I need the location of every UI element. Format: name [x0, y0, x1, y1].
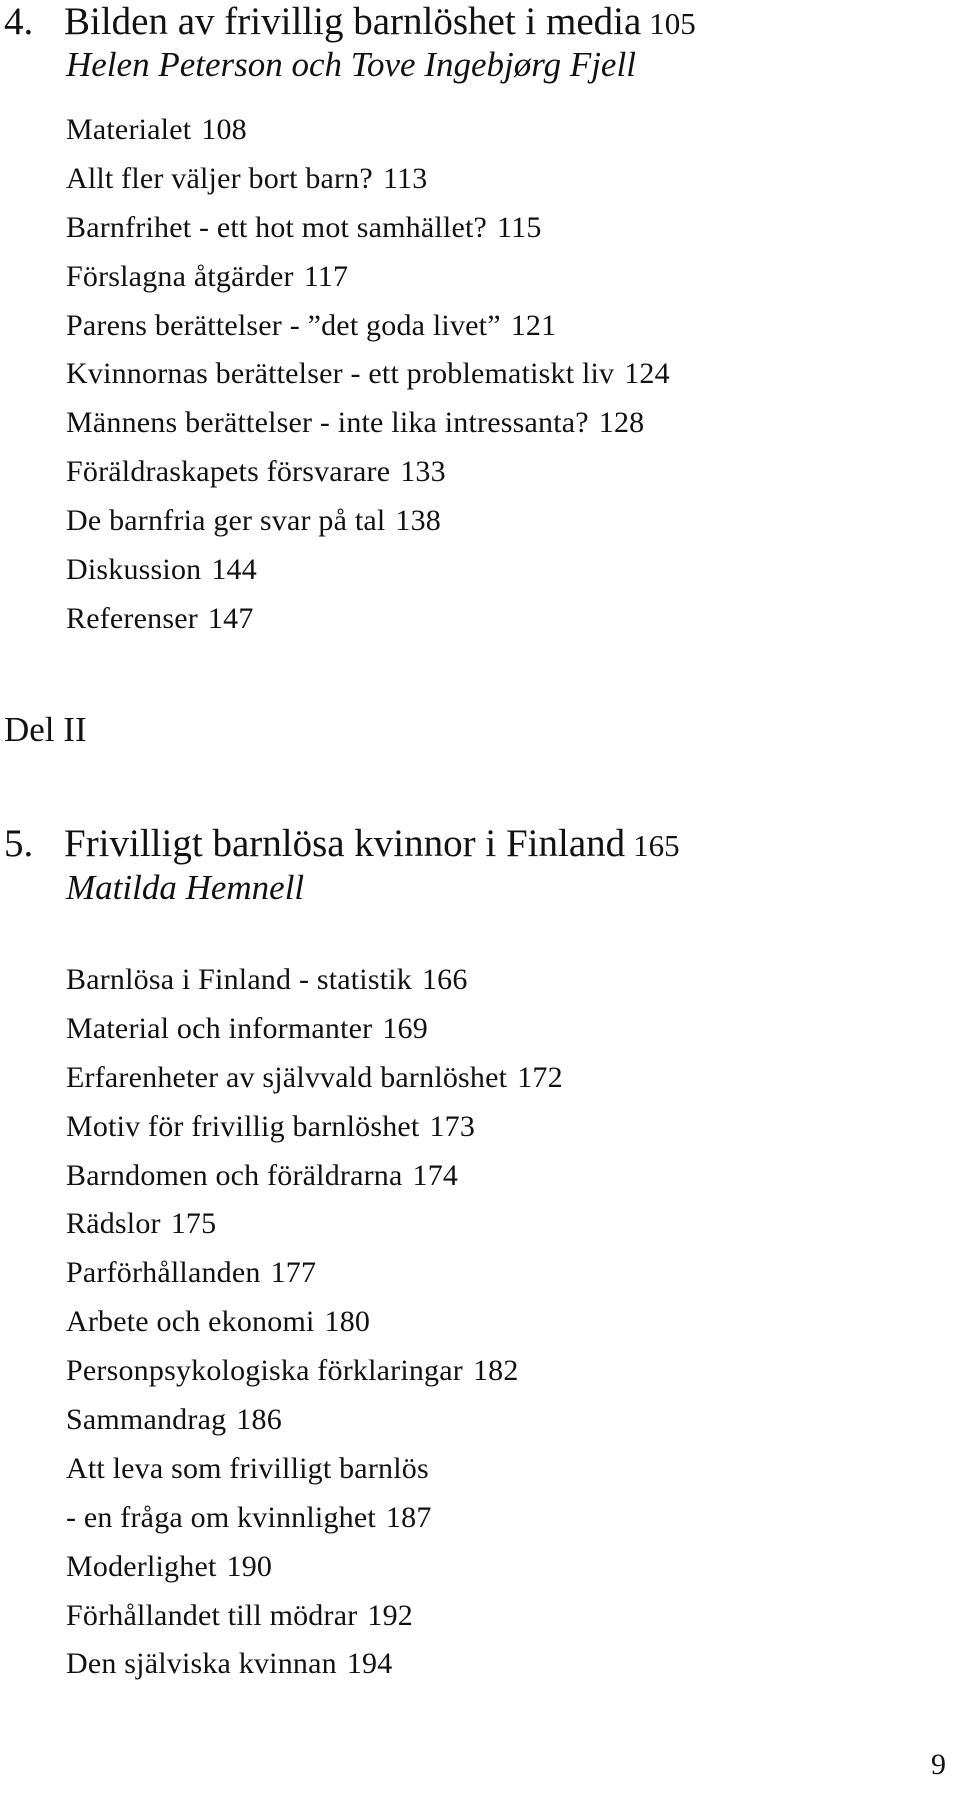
entry-page: 144 — [211, 553, 257, 587]
chapter-4-number: 4. — [4, 0, 34, 43]
toc-entry — [66, 1351, 563, 1400]
toc-entry — [66, 550, 670, 599]
toc-entry — [66, 1058, 563, 1107]
entry-title: Barnfrihet - ett hot mot samhället? — [66, 210, 488, 244]
entry-page: 192 — [367, 1598, 414, 1632]
chapter-4-entries — [66, 110, 670, 648]
entry-page: 115 — [497, 210, 542, 244]
page-number: 9 — [931, 1748, 946, 1781]
toc-entry — [66, 1009, 563, 1058]
entry-title: De barnfria ger svar på tal — [66, 504, 386, 538]
toc-entry — [66, 159, 670, 208]
entry-title: Material och informanter — [66, 1011, 373, 1045]
toc-entry — [66, 501, 670, 550]
entry-page: 174 — [412, 1158, 459, 1192]
chapter-5-entries — [66, 960, 563, 1693]
toc-entry — [66, 1449, 563, 1498]
entry-title: Förhållandet till mödrar — [66, 1598, 358, 1632]
chapter-5-title: Frivilligt barnlösa kvinnor i Finland — [64, 822, 626, 865]
entry-page: 190 — [226, 1549, 273, 1583]
entry-page: 173 — [429, 1109, 476, 1143]
chapter-5-heading — [4, 822, 680, 868]
toc-entry — [66, 1596, 563, 1645]
entry-title: Förslagna åtgärder — [66, 259, 294, 293]
toc-entry — [66, 452, 670, 501]
entry-page: 175 — [170, 1207, 217, 1241]
entry-page: 180 — [324, 1305, 371, 1339]
entry-title: Diskussion — [66, 553, 202, 587]
toc-entry — [66, 1302, 563, 1351]
entry-page: 147 — [207, 601, 254, 635]
entry-title: Föräldraskapets försvarare — [66, 455, 391, 489]
chapter-4-title: Bilden av frivillig barnlöshet i media — [64, 0, 642, 43]
entry-page: 113 — [382, 161, 428, 195]
chapter-4-heading — [4, 0, 696, 46]
entry-page: 177 — [270, 1256, 317, 1290]
entry-title: Materialet — [66, 113, 192, 146]
entry-title: Kvinnornas berättelser - ett problematiskt liv — [66, 357, 615, 391]
entry-page: 172 — [517, 1060, 563, 1094]
chapter-5-author: Matilda Hemnell — [66, 868, 305, 907]
toc-entry — [66, 1253, 563, 1302]
entry-title: Barnlösa i Finland - statistik — [66, 963, 412, 996]
toc-entry — [66, 1107, 563, 1156]
toc-entry — [66, 1400, 563, 1449]
entry-page: 117 — [303, 259, 349, 293]
chapter-5-page: 165 — [633, 828, 680, 863]
toc-entry — [66, 1644, 563, 1693]
toc-entry — [66, 110, 670, 159]
toc-entry — [66, 257, 670, 306]
entry-title: Allt fler väljer bort barn? — [66, 161, 373, 195]
entry-title: Erfarenheter av självvald barnlöshet — [66, 1060, 508, 1094]
entry-title: Motiv för frivillig barnlöshet — [66, 1109, 420, 1143]
entry-title: Den själviska kvinnan — [66, 1647, 337, 1681]
entry-title: Att leva som frivilligt barnlös — [66, 1451, 429, 1485]
entry-title: - en fråga om kvinnlighet — [66, 1500, 376, 1534]
entry-title: Sammandrag — [66, 1403, 227, 1437]
entry-page: 182 — [472, 1354, 519, 1388]
entry-title: Referenser — [66, 601, 198, 635]
toc-entry — [66, 1204, 563, 1253]
entry-page: 133 — [400, 455, 446, 489]
entry-title: Parens berättelser - ”det goda livet” — [66, 308, 501, 342]
toc-entry — [66, 354, 670, 403]
toc-entry — [66, 403, 670, 452]
entry-title: Männens berättelser - inte lika intressanta? — [66, 406, 589, 440]
toc-entry — [66, 1498, 563, 1547]
entry-title: Parförhållanden — [66, 1256, 261, 1290]
entry-title: Arbete och ekonomi — [66, 1305, 315, 1339]
entry-page: 108 — [201, 113, 247, 146]
chapter-4-page: 105 — [649, 6, 696, 41]
entry-page: 124 — [624, 357, 670, 391]
toc-entry — [66, 599, 670, 648]
chapter-4-author: Helen Peterson och Tove Ingebjørg Fjell — [66, 45, 636, 84]
entry-page: 186 — [236, 1403, 282, 1437]
entry-page: 138 — [395, 504, 442, 538]
entry-page: 121 — [510, 308, 557, 342]
entry-title: Rädslor — [66, 1207, 161, 1241]
toc-entry — [66, 306, 670, 355]
toc-entry — [66, 208, 670, 257]
entry-title: Moderlighet — [66, 1549, 217, 1583]
entry-page: 169 — [382, 1011, 428, 1045]
entry-title: Barndomen och föräldrarna — [66, 1158, 403, 1192]
entry-page: 194 — [346, 1647, 393, 1681]
entry-page: 128 — [598, 406, 645, 440]
toc-entry — [66, 1156, 563, 1205]
entry-page: 187 — [385, 1500, 432, 1534]
part-2-heading: Del II — [4, 710, 87, 749]
toc-entry — [66, 960, 563, 1009]
entry-page: 166 — [421, 963, 468, 996]
chapter-5-number: 5. — [4, 822, 34, 865]
entry-title: Personpsykologiska förklaringar — [66, 1354, 463, 1388]
toc-entry — [66, 1547, 563, 1596]
